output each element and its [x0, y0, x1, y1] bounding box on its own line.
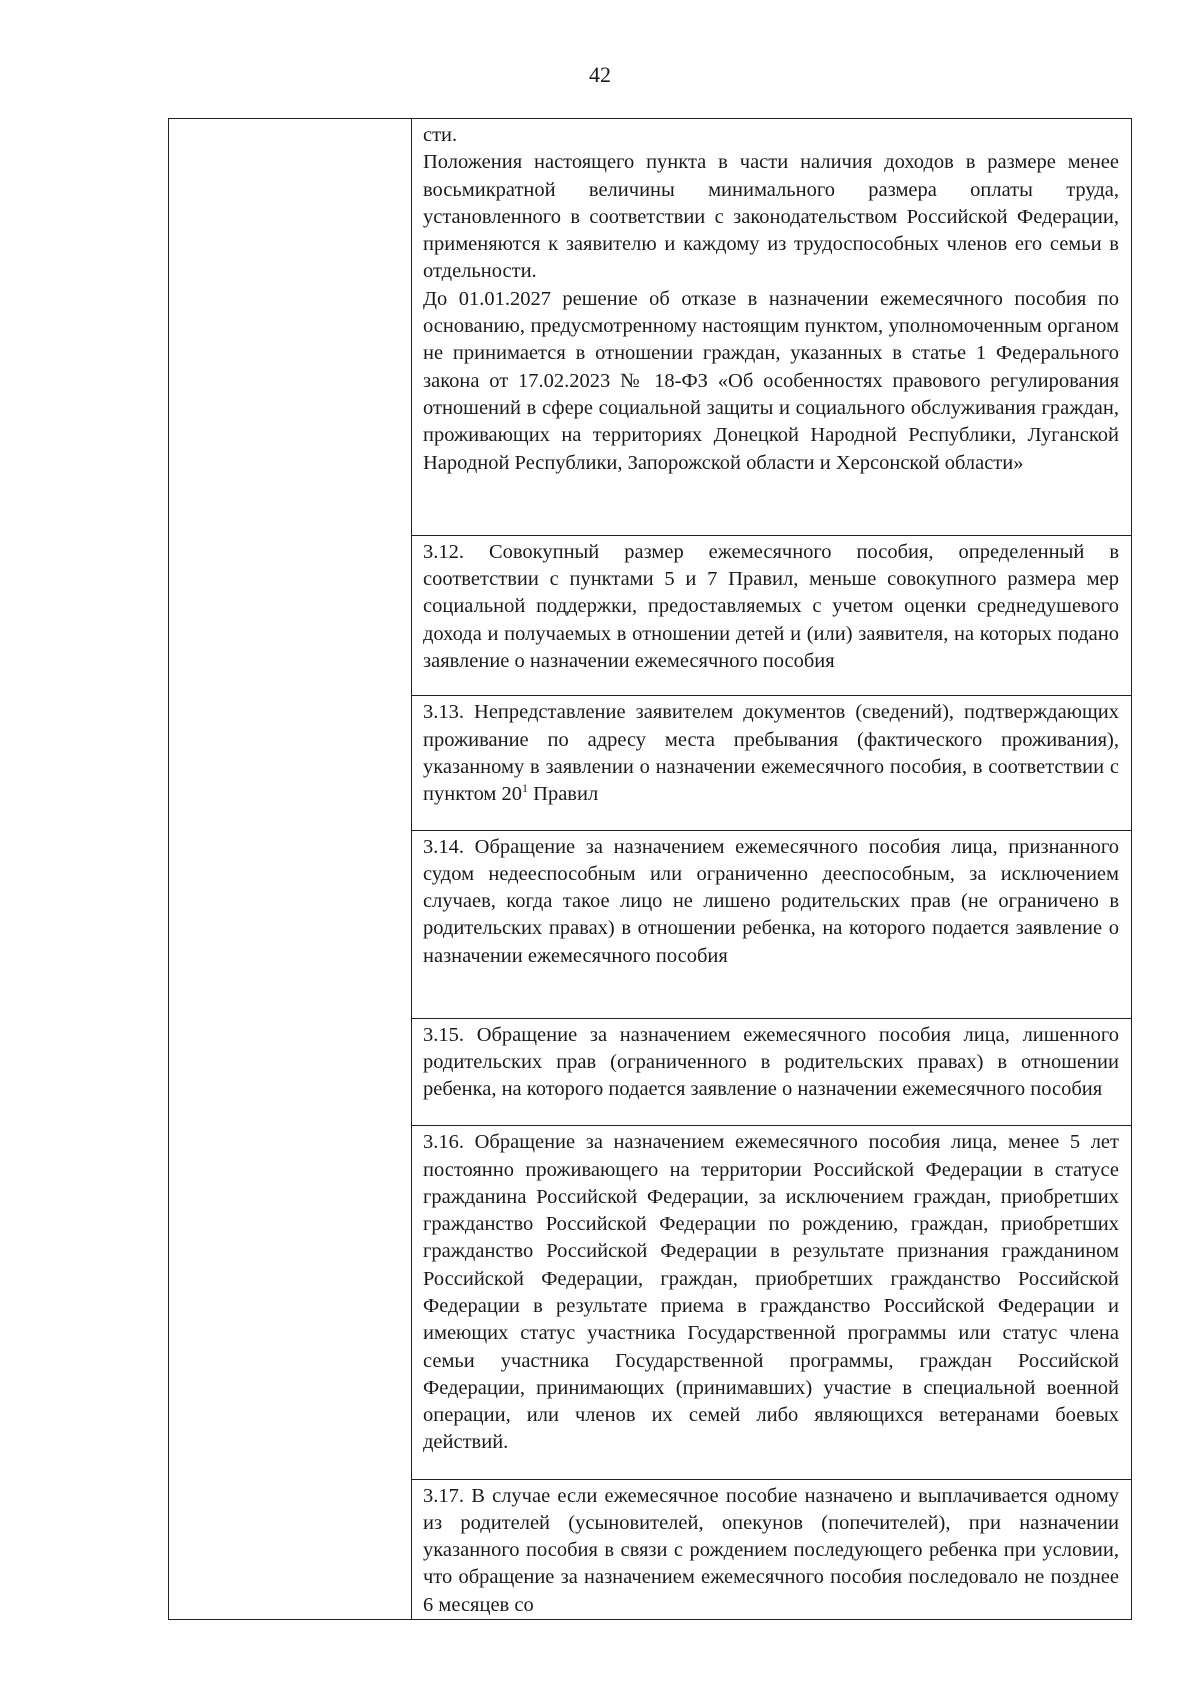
row-text: 3.15. Обращение за назначением ежемесячного пособия лица, лишенного родительских прав (ограниченного в родительских правах) в отношении ребенка, на которого подается заявление о назначении ежемесячного пособия	[423, 1023, 1119, 1101]
table-row-3-15	[412, 1019, 1131, 1127]
row-text: 3.12. Совокупный размер ежемесячного пособия, определенный в соответствии с пунктами 5 и 7 Правил, меньше совокупного размера мер социальной поддержки, предоставляемых с учетом оценки среднедушевого дохода и получаемых в отношении детей и (или) заявителя, на которых подано заявление о назначении ежемесячного пособия	[423, 540, 1119, 673]
table-right-column	[412, 119, 1131, 1619]
row-paragraph: Положения настоящего пункта в части наличия доходов в размере менее восьмикратной величины минимального размера оплаты труда, установленного в соответствии с законодательством Российской Федерации, применяются к заявителю и каждому из трудоспособных членов его семьи в отдельности.	[423, 151, 1119, 283]
row-text: 3.17. В случае если ежемесячное пособие назначено и выплачивается одному из родителей (усыновителей, опекунов (попечителей), при назначении указанного пособия в связи с рождением последующего ребенка при условии, что обращение за назначением ежемесячного пособия последовало не позднее 6 месяцев со	[423, 1484, 1119, 1616]
superscript-mark: 1	[522, 781, 529, 796]
row-text-tail: Правил	[528, 783, 599, 806]
row-text	[423, 699, 1119, 808]
table-row-continuation	[412, 119, 1131, 536]
table-left-column	[169, 119, 412, 1619]
row-text: 3.14. Обращение за назначением ежемесячного пособия лица, признанного судом недееспособным или ограниченно дееспособным, за исключением случаев, когда такое лицо не лишено родительских прав (не ограничено в родительских правах) в отношении ребенка, на которого подается заявление о назначении ежемесячного пособия	[423, 835, 1119, 967]
regulation-table	[168, 118, 1132, 1620]
table-row-3-17	[412, 1480, 1131, 1619]
row-paragraph: До 01.01.2027 решение об отказе в назначении ежемесячного пособия по основанию, предусмотренному настоящим пунктом, уполномоченным органом не принимается в отношении граждан, указанных в статье 1 Федерального закона от 17.02.2023 № 18-ФЗ «Об особенностях правового регулирования отношений в сфере социальной защиты и социального обслуживания граждан, проживающих на территориях Донецкой Народной Республики, Луганской Народной Республики, Запорожской области и Херсонской области»	[423, 287, 1119, 474]
table-row-3-13	[412, 696, 1131, 830]
page-number: 42	[589, 62, 611, 87]
table-row-3-16	[412, 1126, 1131, 1479]
row-text: 3.16. Обращение за назначением ежемесячного пособия лица, менее 5 лет постоянно проживающего на территории Российской Федерации в статусе гражданина Российской Федерации, за исключением граждан, приобретших гражданство Российской Федерации по рождению, граждан, приобретших гражданство Российской Федерации в результате признания гражданином Российской Федерации, граждан, приобретших гражданство Российской Федерации в результате приема в гражданство Российской Федерации и имеющих статус участника Государственной программы или статус члена семьи участника Государственной программы, граждан Российской Федерации, принимающих (принимавших) участие в специальной военной операции, или членов их семей либо являющихся ветеранами боевых действий.	[423, 1131, 1119, 1454]
row-text-main: 3.13. Непредставление заявителем документов (сведений), подтверждающих проживание по адресу места пребывания (фактического проживания), указанному в заявлении о назначении ежемесячного пособия, в соответствии с пунктом 20	[423, 701, 1119, 806]
row-paragraph: сти.	[423, 124, 458, 146]
table-row-3-12	[412, 536, 1131, 697]
table-row-3-14	[412, 831, 1131, 1019]
